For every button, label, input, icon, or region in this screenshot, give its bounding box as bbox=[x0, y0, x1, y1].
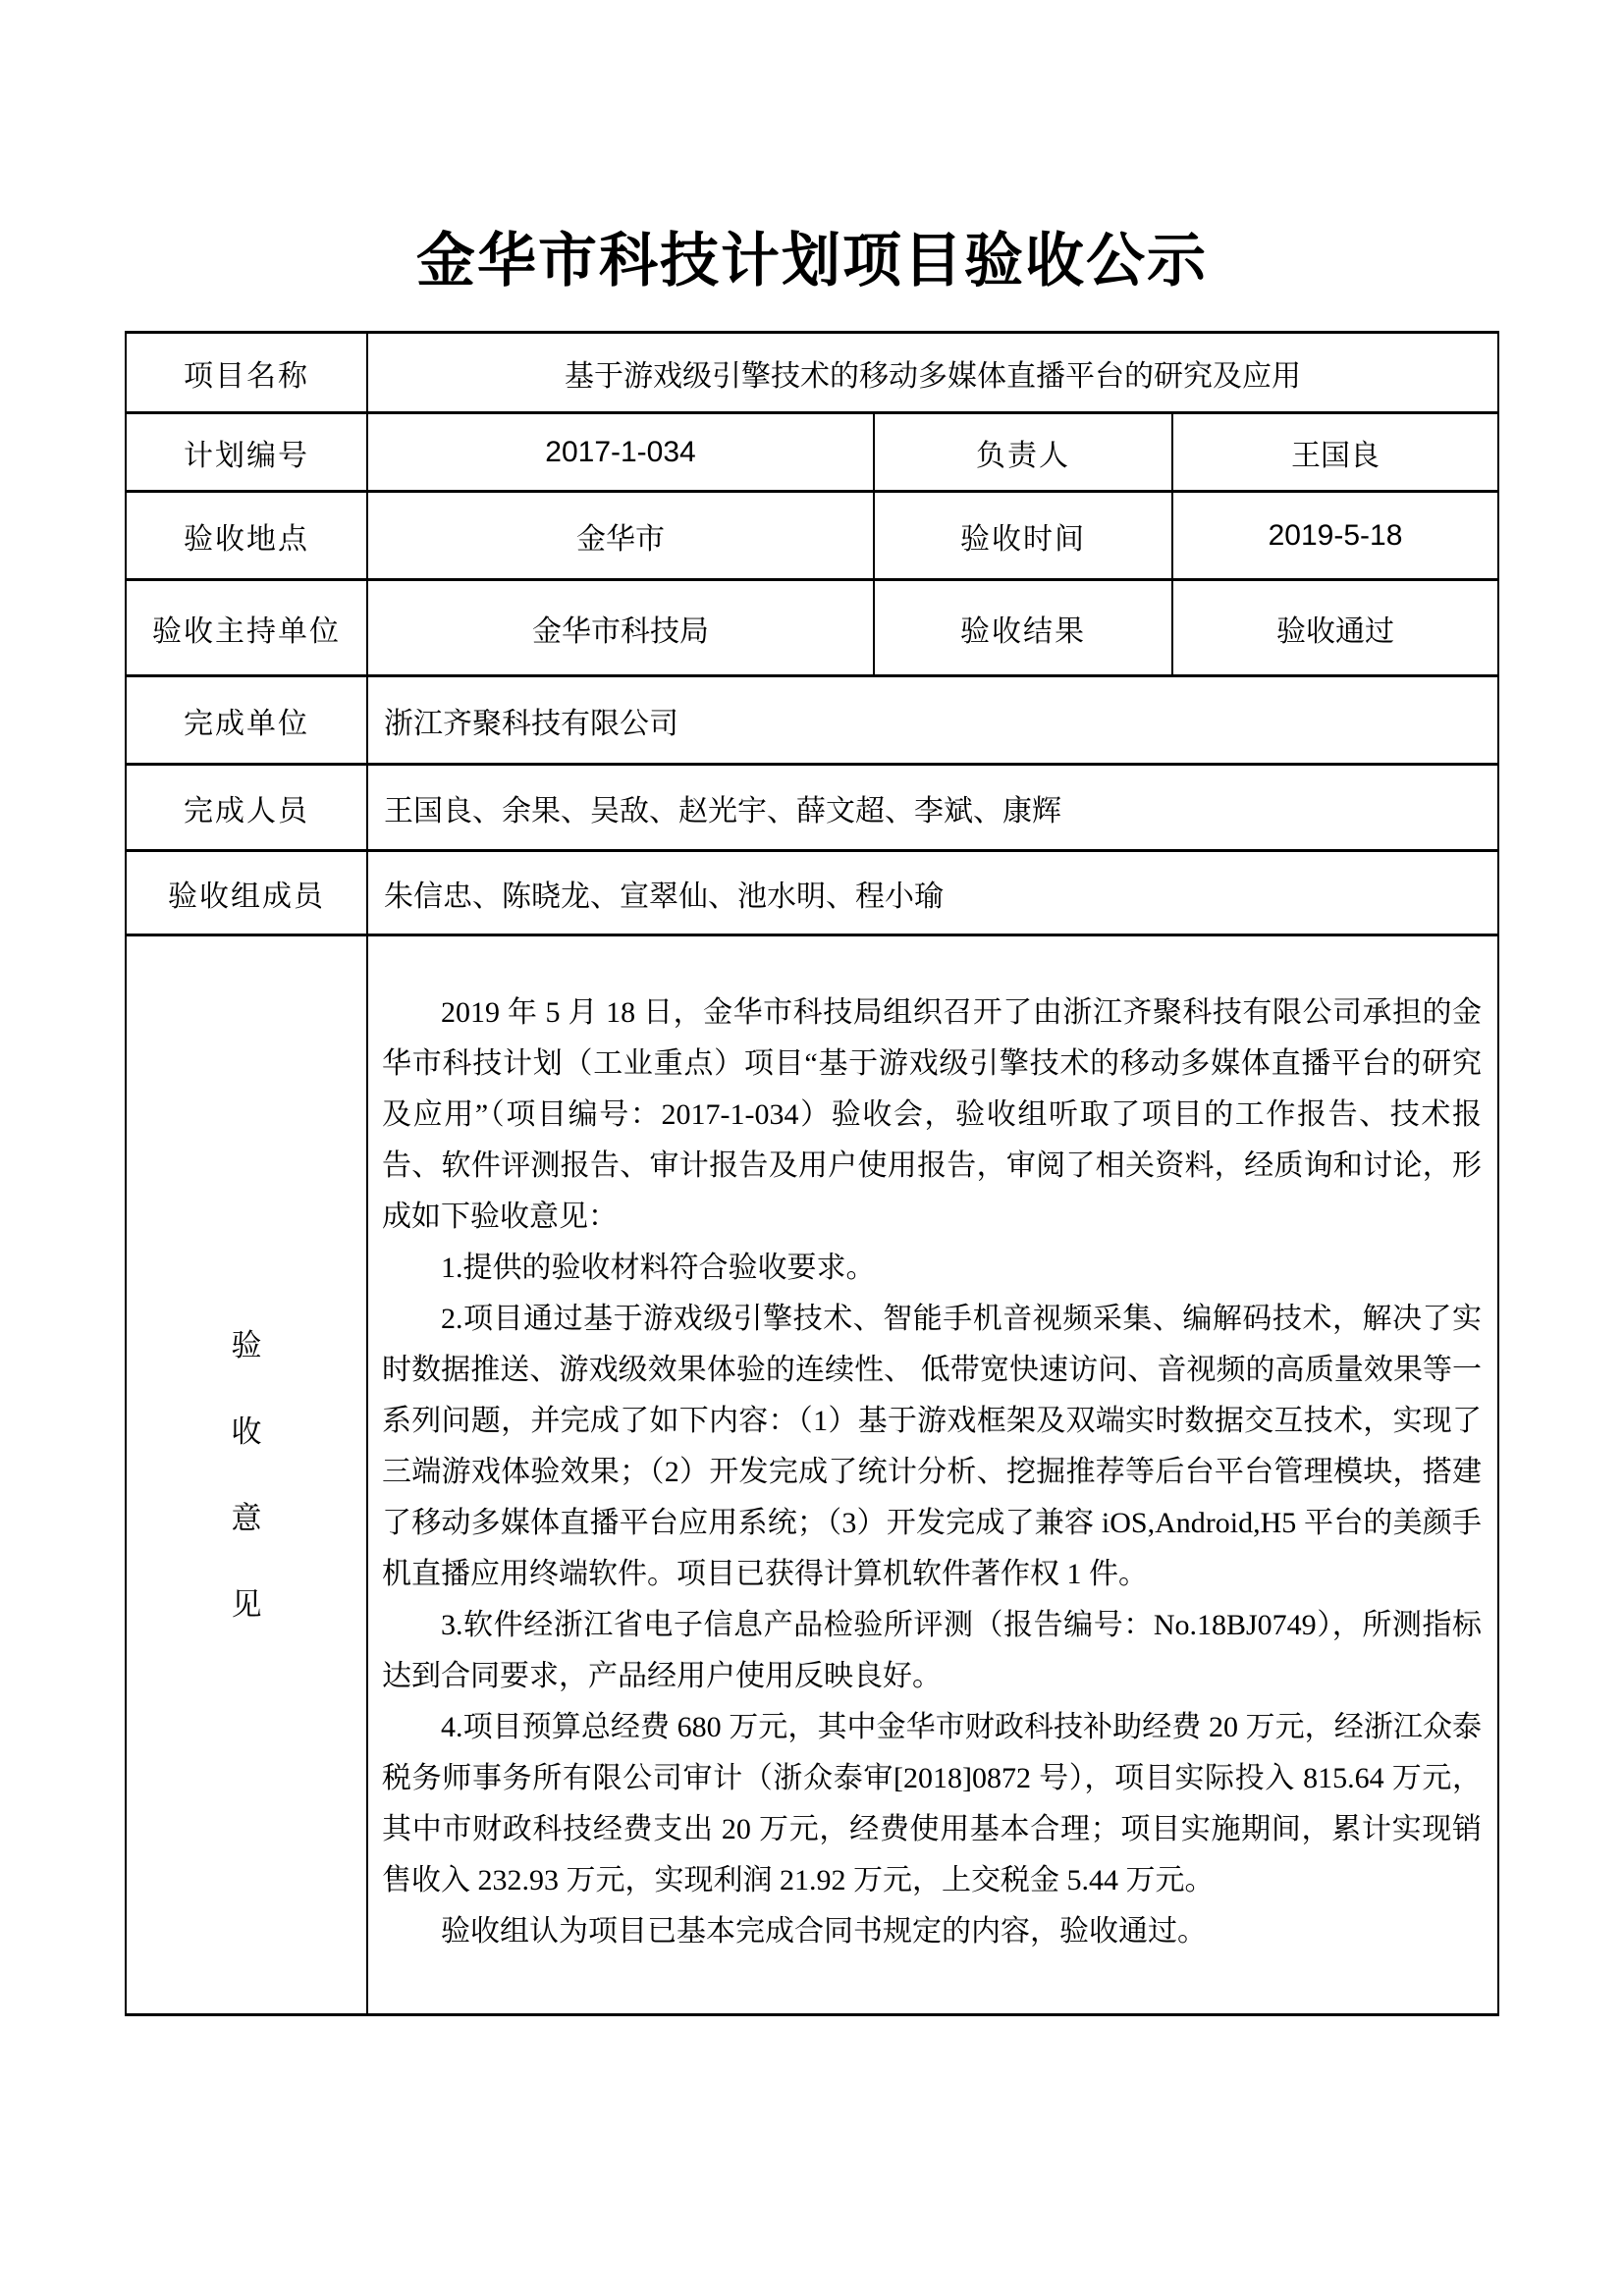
acceptance-group-label: 验收组成员 bbox=[126, 851, 367, 935]
table-row-completion-staff bbox=[126, 765, 1498, 851]
acceptance-result-label: 验收结果 bbox=[874, 580, 1172, 676]
opinion-paragraph: 1.提供的验收材料符合验收要求。 bbox=[441, 1251, 876, 1284]
host-unit-value: 金华市科技局 bbox=[367, 580, 874, 676]
table-row-project-name bbox=[126, 333, 1498, 413]
leader-value: 王国良 bbox=[1172, 413, 1498, 492]
opinion-paragraph: 3.软件经浙江省电子信息产品检验所评测（报告编号：No.18BJ0749），所测指标达到合同要求，产品经用户使用反映良好。 bbox=[382, 1608, 1483, 1692]
opinion-label bbox=[126, 935, 367, 2015]
opinion-paragraph: 4.项目预算总经费 680 万元，其中金华市财政科技补助经费 20 万元，经浙江众泰税务师事务所有限公司审计（浙众泰审[2018]0872 号），项目实际投入 815.64 万元，其中市财政科技经费支出 20 万元，经费使用基本合理；项目实施期间，累计实现销售收入 232.93 万元，实现利润 21.92 万元，上交税金 5.44 万元。 bbox=[382, 1710, 1483, 1896]
opinion-paragraph: 2019 年 5 月 18 日，金华市科技局组织召开了由浙江齐聚科技有限公司承担的金华市科技计划（工业重点）项目“基于游戏级引擎技术的移动多媒体直播平台的研究及应用”（项目编号：2017-1-034）验收会，验收组听取了项目的工作报告、技术报告、软件评测报告、审计报告及用户使用报告，审阅了相关资料，经质询和讨论，形成如下验收意见： bbox=[382, 995, 1483, 1233]
completion-staff-value: 王国良、余果、吴敌、赵光宇、薛文超、李斌、康辉 bbox=[367, 765, 1498, 851]
completion-unit-value: 浙江齐聚科技有限公司 bbox=[367, 676, 1498, 765]
plan-number-label: 计划编号 bbox=[126, 413, 367, 492]
table-row-opinion bbox=[126, 935, 1498, 2015]
host-unit-label: 验收主持单位 bbox=[126, 580, 367, 676]
acceptance-time-label: 验收时间 bbox=[874, 492, 1172, 580]
acceptance-group-value: 朱信忠、陈晓龙、宣翠仙、池水明、程小瑜 bbox=[367, 851, 1498, 935]
completion-staff-label: 完成人员 bbox=[126, 765, 367, 851]
opinion-label-char: 意 bbox=[231, 1500, 262, 1535]
acceptance-table bbox=[125, 331, 1499, 2016]
opinion-label-char: 验 bbox=[231, 1327, 262, 1362]
table-row-host-unit bbox=[126, 580, 1498, 676]
opinion-paragraph: 验收组认为项目已基本完成合同书规定的内容，验收通过。 bbox=[441, 1914, 1207, 1948]
opinion-label-char: 收 bbox=[231, 1414, 262, 1449]
document-title: 金华市科技计划项目验收公示 bbox=[416, 229, 1208, 294]
project-name-label: 项目名称 bbox=[126, 333, 367, 413]
acceptance-place-value: 金华市 bbox=[367, 492, 874, 580]
acceptance-result-value: 验收通过 bbox=[1172, 580, 1498, 676]
table-row-completion-unit bbox=[126, 676, 1498, 765]
table-row-plan-number bbox=[126, 413, 1498, 492]
plan-number-value: 2017-1-034 bbox=[367, 413, 874, 492]
leader-label: 负责人 bbox=[874, 413, 1172, 492]
opinion-content bbox=[367, 935, 1498, 2015]
completion-unit-label: 完成单位 bbox=[126, 676, 367, 765]
table-row-acceptance-group bbox=[126, 851, 1498, 935]
project-name-value: 基于游戏级引擎技术的移动多媒体直播平台的研究及应用 bbox=[367, 333, 1498, 413]
acceptance-place-label: 验收地点 bbox=[126, 492, 367, 580]
opinion-paragraph: 2.项目通过基于游戏级引擎技术、智能手机音视频采集、编解码技术，解决了实时数据推送、游戏级效果体验的连续性、 低带宽快速访问、音视频的高质量效果等一系列问题，并完成了如下内容：（1）基于游戏框架及双端实时数据交互技术，实现了三端游戏体验效果；（2）开发完成了统计分析、挖掘推荐等后台平台管理模块，搭建了移动多媒体直播平台应用系统；（3）开发完成了兼容 iOS,Android,H5 平台的美颜手机直播应用终端软件。项目已获得计算机软件著作权 1 件。 bbox=[382, 1302, 1483, 1590]
acceptance-time-value: 2019-5-18 bbox=[1172, 492, 1498, 580]
table-row-acceptance-place bbox=[126, 492, 1498, 580]
opinion-label-char: 见 bbox=[231, 1586, 262, 1622]
